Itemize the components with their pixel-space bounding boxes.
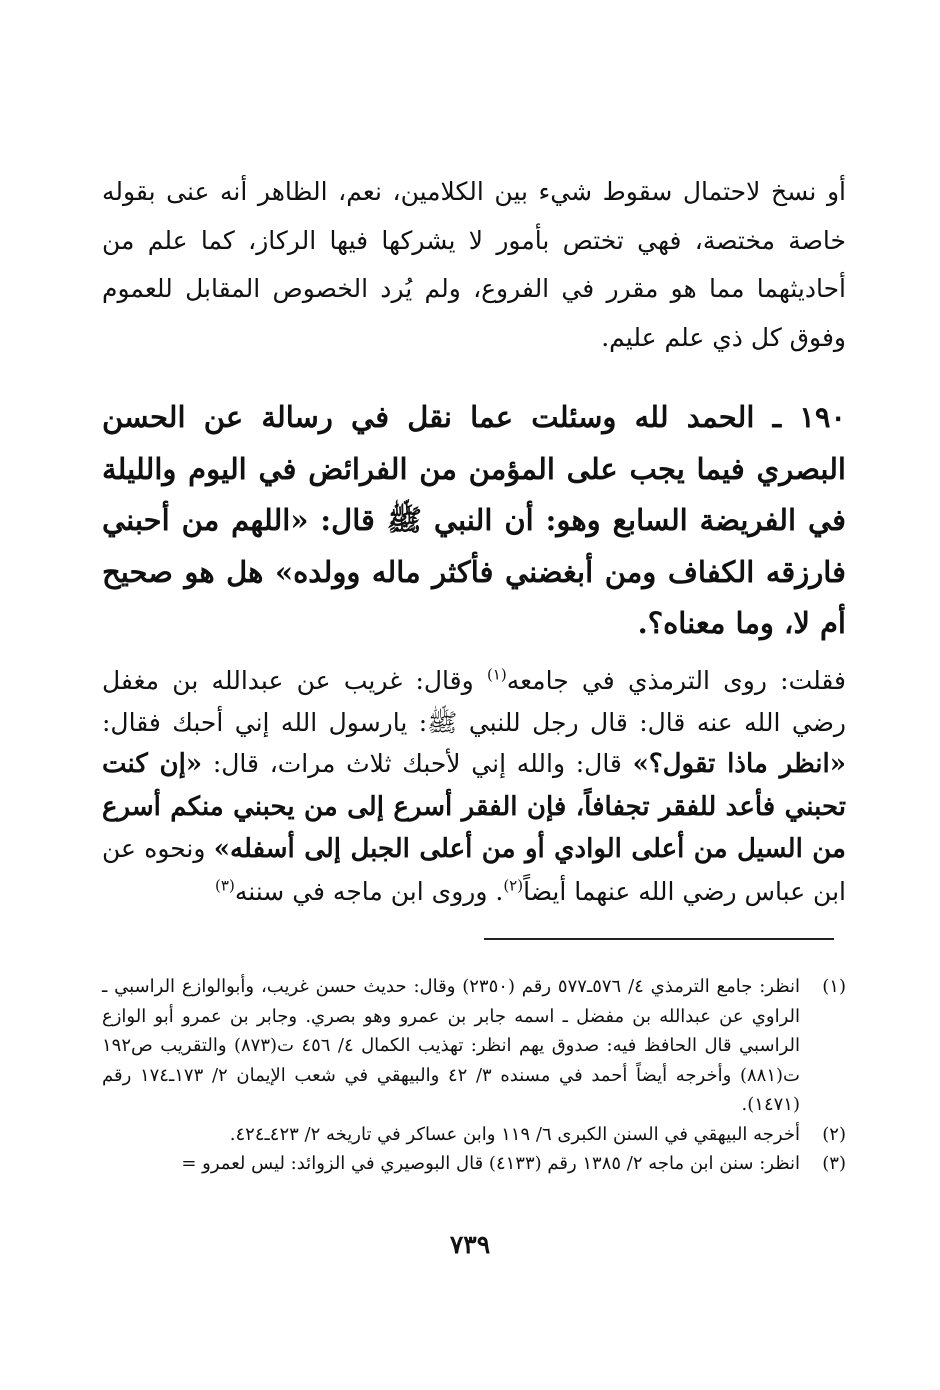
answer-paragraph: [102, 660, 846, 912]
footnote-text: انظر: جامع الترمذي ٤/ ٥٧٦ـ٥٧٧ رقم (٢٣٥٠) وقال: حديث حسن غريب، وأبوالوازع الراسبي ـ الراوي عن عبدالله بن مفضل ـ اسمه جابر بن عمرو وهو بصري. وجابر بن عمرو أبو الوازع الراسبي قال الحافظ فيه: صدوق يهم انظر: تهذيب الكمال ٤/ ٤٥٦ ت(٨٧٣) والتقريب ص١٩٢ ت(٨٨١) وأخرجه أيضاً أحمد في مسنده ٣/ ٤٢ والبيهقي في شعب الإيمان ٢/ ١٧٣ـ١٧٤ رقم (١٤٧١).: [102, 976, 800, 1115]
footnote-ref-1: (١): [486, 665, 507, 684]
footnotes-section: [102, 972, 846, 1179]
answer-text-4: ونحوه عن ابن عباس رضي الله عنهما أيضاً: [102, 834, 846, 906]
page-number: ٧٣٩: [449, 1230, 491, 1259]
footnote-text: انظر: سنن ابن ماجه ٢/ ١٣٨٥ رقم (٤١٣٣) قال البوصيري في الزوائد: ليس لعمرو =: [181, 1153, 800, 1174]
answer-text-2: وقال: غريب عن عبدالله بن مغفل رضي الله عنه قال: قال رجل للنبي ﷺ: يارسول الله إني أحبك فقال:: [102, 666, 846, 737]
footnote-divider: [484, 938, 834, 940]
footnote-number: (٢): [822, 1123, 846, 1145]
answer-text-3: قال: والله إني لأحبك ثلاث مرات، قال:: [202, 749, 633, 778]
footnote-1: [102, 972, 846, 1120]
answer-text-1: فقلت: روى الترمذي في جامعه: [506, 666, 846, 695]
footnote-number: (١): [822, 976, 846, 997]
footnote-text: أخرجه البيهقي في السنن الكبرى ٦/ ١١٩ وابن عساكر في تاريخه ٢/ ٤٢٣ـ٤٢٤.: [229, 1123, 800, 1145]
footnote-ref-2: (٢): [503, 876, 524, 895]
hadith-quote-2: «إن كنت تحبني فأعد للفقر تجفافاً، فإن الفقر أسرع إلى من يحبني منكم أسرع من السيل من أعلى الوادي أو من أعلى الجبل إلى أسفله»: [102, 749, 846, 864]
footnote-3: [102, 1149, 846, 1179]
footnote-ref-3: (٣): [215, 876, 235, 895]
answer-text-5: . وروى ابن ماجه في سننه: [234, 876, 504, 906]
question-190-paragraph: ١٩٠ ـ الحمد لله وسئلت عما نقل في رسالة عن الحسن البصري فيما يجب على المؤمن من الفرائض في اليوم والليلة في الفريضة السابع وهو: أن النبي ﷺ قال: «اللهم من أحبني فارزقه الكفاف ومن أبغضني فأكثر ماله وولده» هل هو صحيح أم لا، وما معناه؟.: [102, 400, 846, 640]
footnote-number: (٣): [822, 1153, 846, 1174]
footnote-2: [102, 1120, 846, 1150]
hadith-quote-1: «انظر ماذا تقول؟»: [632, 749, 847, 779]
intro-paragraph: أو نسخ لاحتمال سقوط شيء بين الكلامين، نعم، الظاهر أنه عنى بقوله خاصة مختصة، فهي تختص بأمور لا يشركها فيها الركاز، كما علم من أحاديثهما مما هو مقرر في الفروع، ولم يُرد الخصوص المقابل للعموم وفوق كل ذي علم عليم.: [102, 177, 846, 352]
